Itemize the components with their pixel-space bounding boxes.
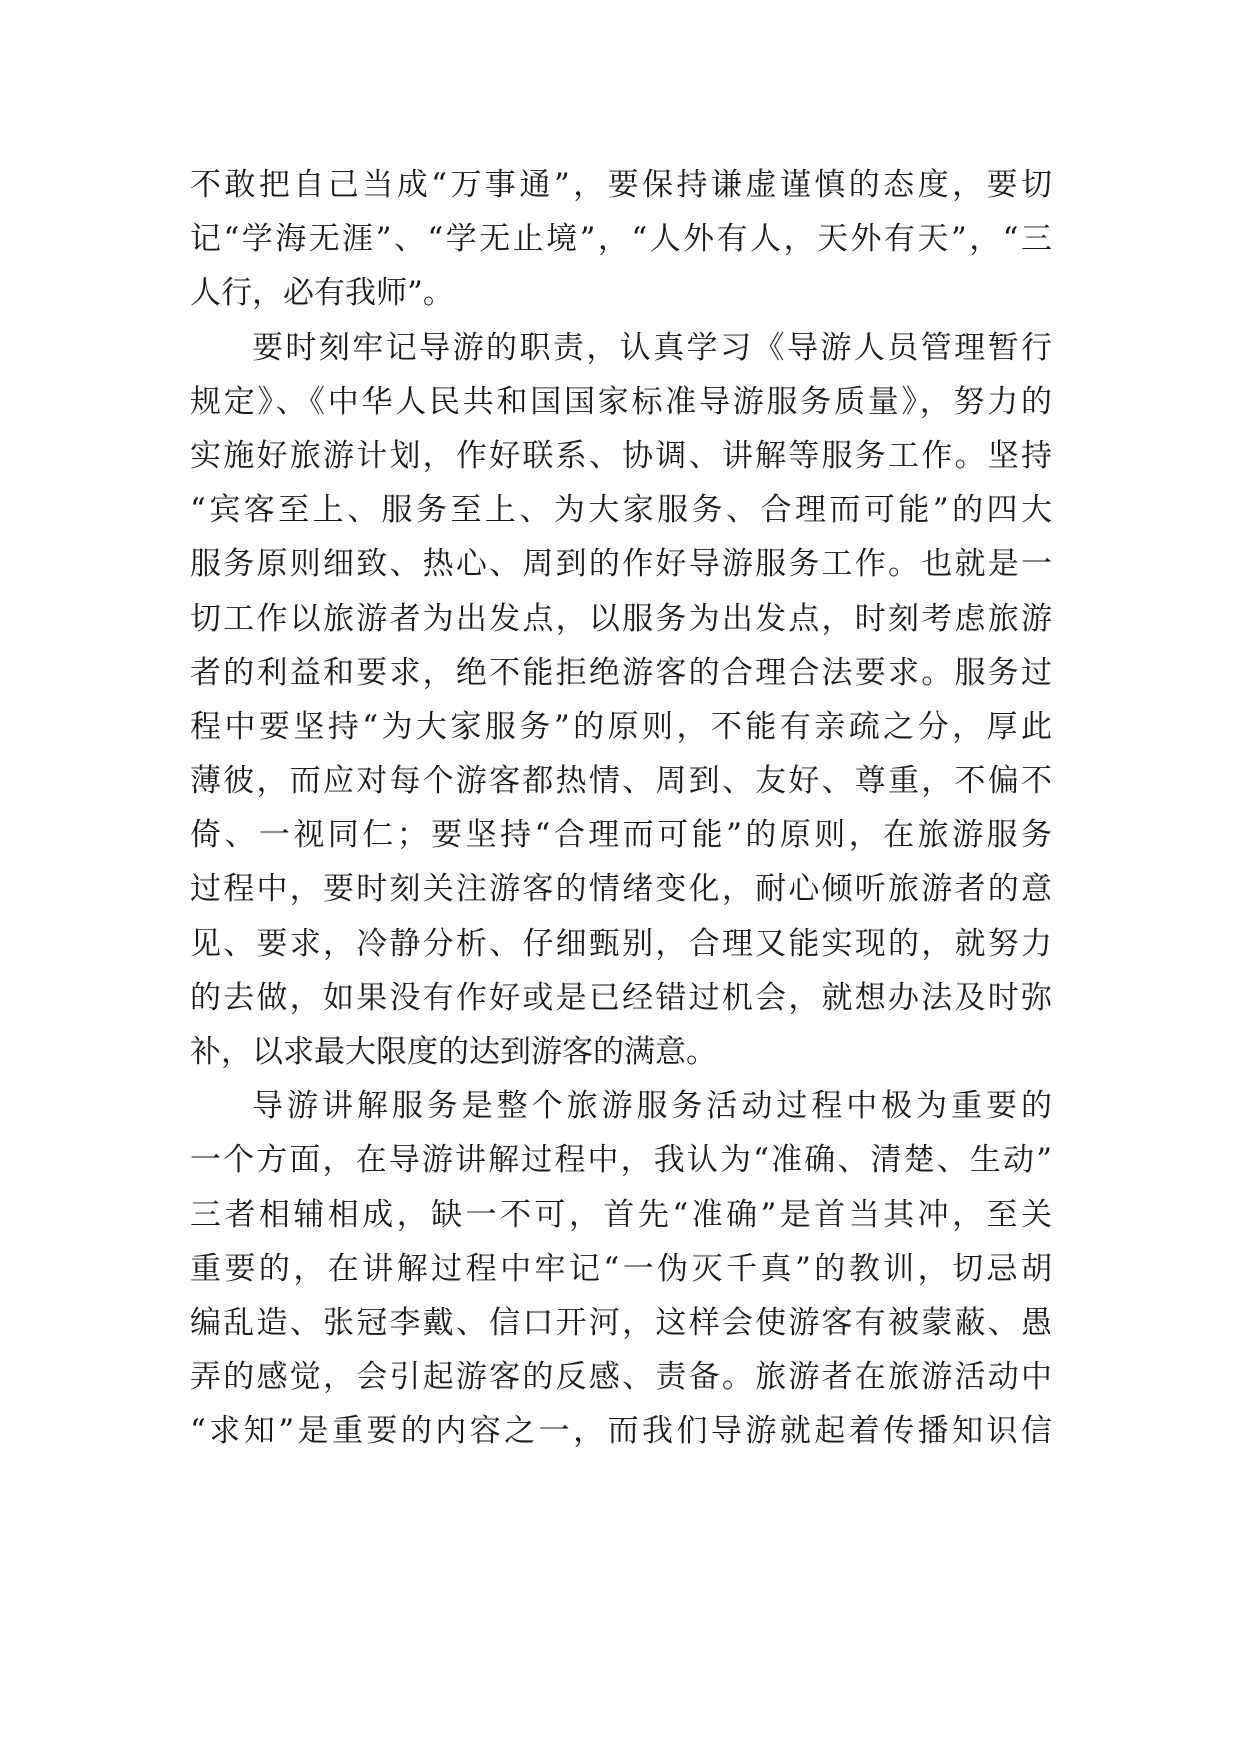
text-line: “求知”是重要的内容之一，而我们导游就起着传播知识信 — [190, 1413, 1052, 1450]
text-line: 要时刻牢记导游的职责，认真学习《导游人员管理暂行 — [252, 329, 1052, 366]
text-line: 过程中，要时刻关注游客的情绪变化，耐心倾听旅游者的意 — [190, 871, 1052, 908]
text-line: 一个方面，在导游讲解过程中，我认为“准确、清楚、生动” — [190, 1142, 1052, 1179]
text-line: 切工作以旅游者为出发点，以服务为出发点，时刻考虑旅游 — [190, 600, 1052, 637]
text-line: 弄的感觉，会引起游客的反感、责备。旅游者在旅游活动中 — [190, 1359, 1052, 1396]
body-text — [190, 158, 1052, 1459]
text-line: 的去做，如果没有作好或是已经错过机会，就想办法及时弥 — [190, 979, 1052, 1016]
text-line: 不敢把自己当成“万事通”，要保持谦虚谨慎的态度，要切 — [190, 167, 1052, 203]
text-line: 倚、一视同仁；要坚持“合理而可能”的原则，在旅游服务 — [190, 817, 1052, 854]
text-line: 实施好旅游计划，作好联系、协调、讲解等服务工作。坚持 — [190, 437, 1052, 474]
text-line: 服务原则细致、热心、周到的作好导游服务工作。也就是一 — [190, 546, 1052, 583]
text-line: 重要的，在讲解过程中牢记“一伪灭千真”的教训，切忌胡 — [190, 1250, 1052, 1287]
text-line: 记“学海无涯”、“学无止境”，“人外有人，天外有天”，“三 — [190, 221, 1052, 258]
text-line: 见、要求，冷静分析、仔细甄别，合理又能实现的，就努力 — [190, 925, 1052, 962]
text-line: 规定》、《中华人民共和国国家标准导游服务质量》，努力的 — [190, 383, 1052, 420]
text-line: “宾客至上、服务至上、为大家服务、合理而可能”的四大 — [190, 492, 1052, 529]
text-line: 薄彼，而应对每个游客都热情、周到、友好、尊重，不偏不 — [190, 763, 1052, 800]
text-line: 人行，必有我师”。 — [190, 275, 454, 312]
text-line: 三者相辅相成，缺一不可，首先“准确”是首当其冲，至关 — [190, 1196, 1052, 1233]
text-line: 导游讲解服务是整个旅游服务活动过程中极为重要的 — [252, 1088, 1052, 1125]
text-line: 编乱造、张冠李戴、信口开河，这样会使游客有被蒙蔽、愚 — [190, 1304, 1052, 1341]
text-line: 补，以求最大限度的达到游客的满意。 — [190, 1034, 717, 1070]
text-line: 程中要坚持“为大家服务”的原则，不能有亲疏之分，厚此 — [190, 708, 1052, 745]
text-line: 者的利益和要求，绝不能拒绝游客的合理合法要求。服务过 — [190, 654, 1052, 691]
